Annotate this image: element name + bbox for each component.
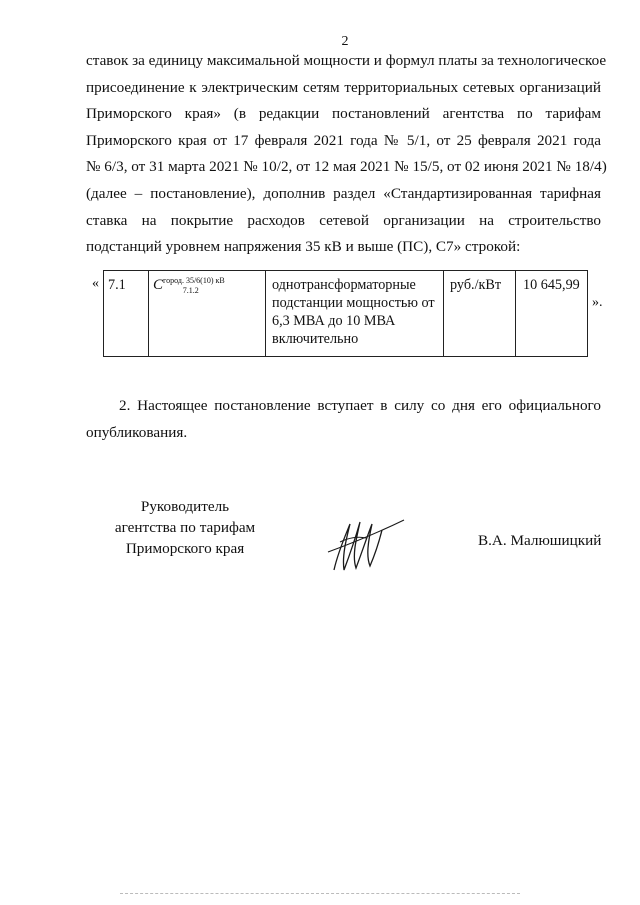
code-superscript: город. 35/6(10) кВ — [163, 276, 225, 285]
paragraph-line: присоединение к электрическим сетям территориальных сетевых организаций — [86, 78, 601, 96]
signer-title — [100, 496, 270, 559]
table-row — [104, 271, 588, 357]
paragraph-line: № 6/3, от 31 марта 2021 № 10/2, от 12 мая 2021 № 15/5, от 02 июня 2021 № 18/4) — [86, 158, 607, 176]
paragraph-line: Приморского края от 17 февраля 2021 года № 5/1, от 25 февраля 2021 года — [86, 131, 601, 149]
code-main: C — [153, 277, 164, 293]
paragraph-line: подстанций уровнем напряжения 35 кВ и выше (ПС), С7» строкой: — [86, 238, 521, 256]
row-unit: руб./кВт — [444, 271, 516, 357]
clause-paragraph — [86, 393, 601, 446]
signer-title-line: Приморского края — [125, 540, 245, 557]
handwritten-signature — [320, 512, 410, 577]
clause-line: опубликования. — [86, 423, 188, 441]
tariff-table — [103, 270, 588, 357]
row-number: 7.1 — [104, 271, 149, 357]
code-subscript: 7.1.2 — [182, 286, 199, 295]
paragraph-line: (далее – постановление), дополнив раздел «Стандартизированная тарифная — [86, 184, 601, 202]
tariff-code — [149, 271, 266, 357]
footer-divider — [120, 893, 520, 898]
signer-title-line: агентства по тарифам — [114, 519, 256, 536]
page-number: 2 — [341, 34, 349, 49]
body-paragraph — [86, 48, 607, 261]
row-value: 10 645,99 — [516, 271, 588, 357]
quote-open: « — [92, 276, 99, 291]
signer-name: В.А. Малюшицкий — [478, 532, 602, 549]
paragraph-line: Приморского края» (в редакции постановлений агентства по тарифам — [86, 105, 601, 123]
paragraph-line: ставок за единицу максимальной мощности и формул платы за технологическое — [86, 52, 607, 69]
signer-title-line: Руководитель — [140, 498, 230, 515]
row-description: однотрансформаторные подстанции мощностью от 6,3 МВА до 10 МВА включительно — [266, 271, 444, 357]
clause-line: 2. Настоящее постановление вступает в силу со дня его официального — [119, 397, 601, 414]
quote-close: ». — [592, 295, 603, 310]
paragraph-line: ставка на покрытие расходов сетевой организации на строительство — [86, 211, 601, 229]
